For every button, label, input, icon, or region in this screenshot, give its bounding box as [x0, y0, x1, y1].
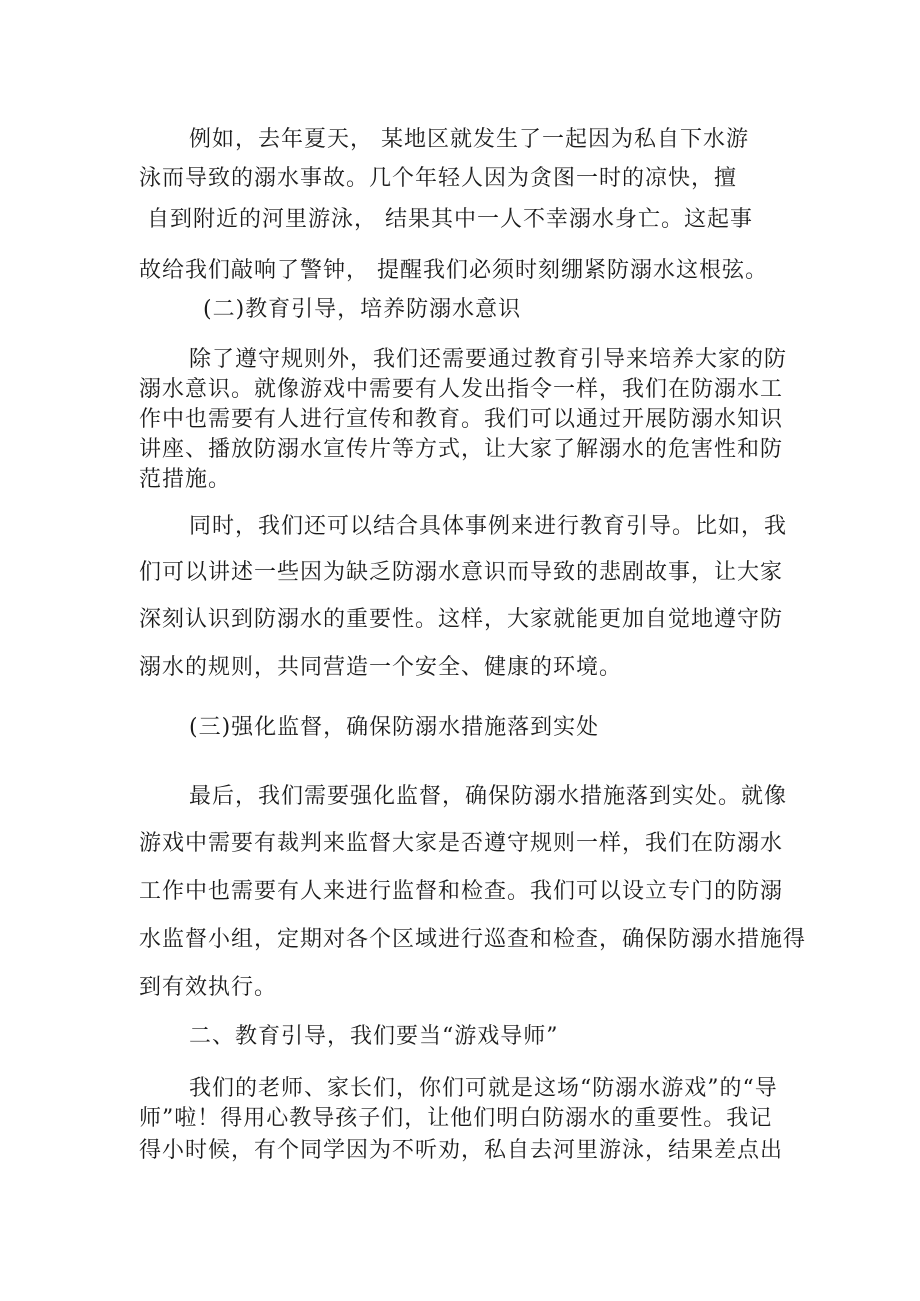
paragraph-line: 故给我们敲响了警钟， 提醒我们必须时刻绷紧防溺水这根弦。 [139, 258, 768, 283]
paragraph-line: 同时，我们还可以结合具体事例来进行教育引导。比如，我 [189, 514, 788, 539]
paragraph-line: 最后，我们需要强化监督，确保防溺水措施落到实处。就像 [189, 784, 788, 809]
paragraph-line: 范措施。 [139, 467, 232, 492]
chapter-heading: 二、教育引导，我们要当“游戏导师” [189, 1024, 559, 1049]
paragraph-line: 水监督小组，定期对各个区域进行巡查和检查，确保防溺水措施得 [139, 927, 807, 952]
paragraph-line: 工作中也需要有人来进行监督和检查。我们可以设立专门的防溺 [139, 879, 784, 904]
paragraph-line: 师”啦！得用心教导孩子们，让他们明白防溺水的重要性。我记 [139, 1106, 773, 1131]
paragraph-line: 泳而导致的溺水事故。几个年轻人因为贪图一时的凉快，擅 [139, 166, 738, 191]
paragraph-line: 讲座、播放防溺水宣传片等方式，让大家了解溺水的危害性和防 [139, 437, 784, 462]
paragraph-line: 们可以讲述一些因为缺乏防溺水意识而导致的悲剧故事，让大家 [139, 560, 784, 585]
paragraph-line: 游戏中需要有裁判来监督大家是否遵守规则一样，我们在防溺水 [139, 831, 784, 856]
paragraph-line: 除了遵守规则外，我们还需要通过教育引导来培养大家的防 [189, 347, 788, 372]
paragraph-line: 例如，去年夏天， 某地区就发生了一起因为私自下水游 [189, 127, 749, 152]
paragraph-line: 得小时候，有个同学因为不听劝，私自去河里游泳，结果差点出 [139, 1138, 784, 1163]
section-heading: (三)强化监督，确保防溺水措施落到实处 [189, 715, 600, 740]
paragraph-line: 到有效执行。 [139, 975, 278, 1000]
section-heading: (二)教育引导，培养防溺水意识 [203, 297, 522, 322]
paragraph-line: 溺水的规则，共同营造一个安全、健康的环境。 [139, 655, 623, 680]
paragraph-line: 溺水意识。就像游戏中需要有人发出指令一样，我们在防溺水工 [139, 377, 784, 402]
paragraph-line: 我们的老师、家长们，你们可就是这场“防溺水游戏”的“导 [189, 1076, 778, 1101]
paragraph-line: 作中也需要有人进行宣传和教育。我们可以通过开展防溺水知识 [139, 407, 784, 432]
paragraph-line: 深刻认识到防溺水的重要性。这样，大家就能更加自觉地遵守防 [139, 607, 784, 632]
paragraph-line: 自到附近的河里游泳， 结果其中一人不幸溺水身亡。这起事 [147, 207, 753, 232]
